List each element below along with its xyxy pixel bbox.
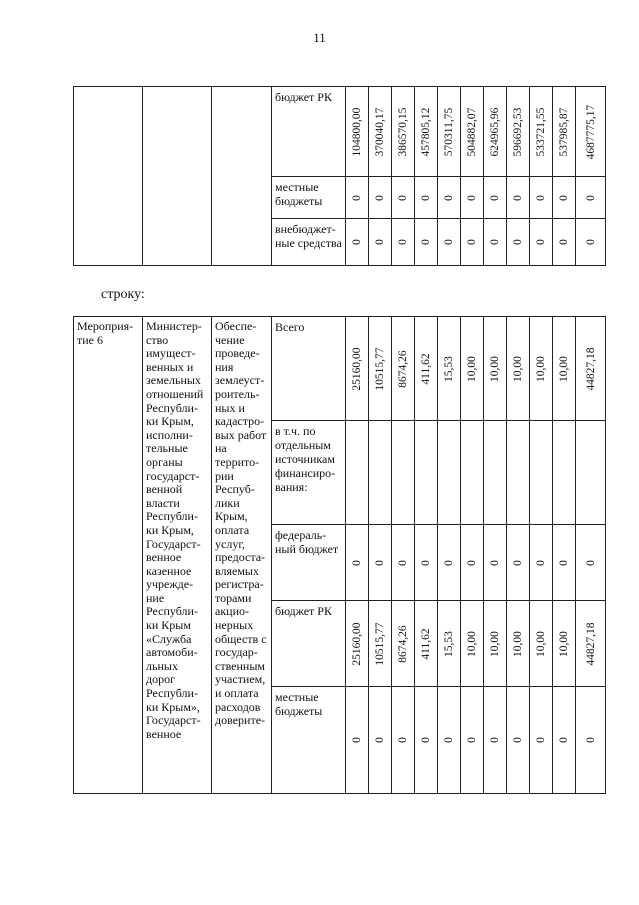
value-text: 0 (535, 737, 547, 743)
value-text: 10,00 (535, 355, 547, 382)
value-cell (346, 421, 369, 525)
value-cell (484, 687, 507, 794)
value-cell (392, 687, 415, 794)
activity-cell (74, 87, 143, 266)
value-text: 8674,26 (397, 624, 409, 663)
value-cell (507, 317, 530, 421)
value-text: 0 (351, 737, 363, 743)
value-text: 624965,96 (489, 107, 501, 156)
budget-table-continuation (73, 86, 606, 266)
value-text: 537985,87 (558, 107, 570, 156)
value-cell (346, 87, 369, 177)
value-text: 0 (535, 194, 547, 201)
value-text: 0 (466, 559, 478, 566)
value-cell (369, 317, 392, 421)
value-cell (530, 687, 553, 794)
value-text: 457805,12 (420, 107, 432, 156)
value-cell (507, 87, 530, 177)
value-text: 0 (535, 559, 547, 566)
value-cell (576, 421, 606, 525)
value-cell (507, 525, 530, 601)
value-cell (369, 525, 392, 601)
value-cell (415, 177, 438, 219)
value-text: 0 (374, 239, 386, 245)
value-cell (553, 525, 576, 601)
value-cell (484, 317, 507, 421)
value-text: 0 (489, 737, 501, 743)
value-text: 0 (466, 194, 478, 201)
value-cell (438, 177, 461, 219)
value-cell (553, 87, 576, 177)
value-text: 10,00 (558, 355, 570, 382)
value-cell (392, 421, 415, 525)
value-text: 386570,15 (397, 107, 409, 156)
value-text: 0 (466, 737, 478, 743)
value-text: 0 (584, 559, 597, 566)
value-text: 0 (512, 239, 524, 245)
value-text: 570311,75 (443, 107, 455, 156)
value-text: 0 (420, 559, 432, 566)
source-cell (272, 525, 346, 601)
value-cell (576, 687, 606, 794)
value-cell (507, 687, 530, 794)
value-text: 0 (420, 239, 432, 245)
value-cell (484, 87, 507, 177)
value-text: 10,00 (535, 630, 547, 657)
value-text: 0 (443, 239, 455, 245)
source-cell (272, 177, 346, 219)
value-text: 0 (584, 239, 597, 245)
value-cell (346, 601, 369, 687)
value-text: 10,00 (512, 355, 524, 382)
value-text: 25160,00 (351, 621, 363, 666)
value-text: 0 (489, 194, 501, 201)
source-cell (272, 87, 346, 177)
value-cell (415, 87, 438, 177)
value-text: 370040,17 (374, 107, 386, 156)
value-cell (576, 87, 606, 177)
value-cell (484, 177, 507, 219)
value-cell (369, 177, 392, 219)
value-cell (392, 177, 415, 219)
value-text: 10,00 (558, 630, 570, 657)
source-label: в т.ч. по отдельным источникам финансиро-вания: (275, 424, 336, 494)
source-label: федераль-ный бюджет (275, 528, 339, 556)
value-text: 10515,77 (374, 346, 386, 391)
value-cell (346, 525, 369, 601)
value-text: 44827,18 (584, 621, 597, 666)
value-text: 596692,53 (512, 107, 524, 156)
value-cell (392, 601, 415, 687)
source-label: бюджет РК (275, 90, 332, 104)
value-cell (484, 601, 507, 687)
value-text: 15,53 (443, 355, 455, 382)
value-cell (392, 525, 415, 601)
value-text: 104800,00 (351, 107, 363, 156)
value-cell (369, 421, 392, 525)
value-cell (576, 601, 606, 687)
table-row (74, 317, 606, 421)
value-cell (346, 317, 369, 421)
value-cell (438, 687, 461, 794)
value-cell (415, 317, 438, 421)
value-text: 10,00 (512, 630, 524, 657)
value-cell (461, 525, 484, 601)
value-cell (530, 317, 553, 421)
value-text: 15,53 (443, 630, 455, 657)
value-text: 0 (558, 559, 570, 566)
activity-cell (74, 317, 143, 794)
value-cell (415, 421, 438, 525)
value-cell (461, 177, 484, 219)
value-text: 411,62 (420, 627, 432, 660)
value-text: 0 (512, 737, 524, 743)
value-cell (576, 525, 606, 601)
value-cell (392, 219, 415, 266)
value-text: 0 (558, 194, 570, 201)
value-text: 10,00 (466, 630, 478, 657)
value-cell (346, 219, 369, 266)
value-text: 10515,77 (374, 621, 386, 666)
value-cell (507, 219, 530, 266)
value-text: 0 (489, 559, 501, 566)
value-cell (530, 219, 553, 266)
value-text: 4687775,17 (584, 104, 597, 159)
source-label: Всего (275, 320, 305, 334)
value-cell (346, 687, 369, 794)
value-cell (553, 177, 576, 219)
value-cell (415, 601, 438, 687)
value-cell (530, 601, 553, 687)
value-cell (507, 601, 530, 687)
value-cell (369, 687, 392, 794)
value-text: 0 (535, 239, 547, 245)
source-label: местные бюджеты (275, 180, 323, 208)
budget-table-activity-6 (73, 316, 606, 794)
value-text: 0 (397, 239, 409, 245)
value-text: 0 (443, 194, 455, 201)
purpose-cell (212, 317, 272, 794)
executor-label: Министер-ство имущест-венных и земельных отношений Республи-ки Крым, исполни-тельные органы государст-венной власти Республи-ки Крым, Государст-венное казенное учрежде-ние Республи-ки Крым «Служба автомоби-льных дорог Республи-ки Крым», Государст-венное (146, 319, 204, 741)
table-row (74, 87, 606, 177)
value-text: 0 (374, 194, 386, 201)
value-cell (415, 687, 438, 794)
value-cell (461, 219, 484, 266)
value-cell (553, 317, 576, 421)
value-cell (530, 421, 553, 525)
value-text: 411,62 (420, 352, 432, 385)
value-text: 0 (420, 194, 432, 201)
value-cell (461, 317, 484, 421)
value-text: 533721,55 (535, 107, 547, 156)
source-cell (272, 317, 346, 421)
value-text: 0 (584, 737, 597, 743)
value-text: 0 (351, 239, 363, 245)
value-text: 10,00 (489, 355, 501, 382)
value-text: 0 (466, 239, 478, 245)
value-cell (369, 601, 392, 687)
value-cell (461, 601, 484, 687)
source-cell (272, 219, 346, 266)
value-text: 0 (443, 737, 455, 743)
value-cell (369, 219, 392, 266)
value-text: 0 (374, 737, 386, 743)
value-cell (392, 87, 415, 177)
value-cell (438, 421, 461, 525)
value-cell (415, 525, 438, 601)
value-cell (553, 687, 576, 794)
value-cell (576, 317, 606, 421)
source-label: внебюджет-ные средства (275, 222, 342, 250)
value-cell (438, 601, 461, 687)
page-number: 11 (313, 30, 326, 45)
value-text: 0 (351, 194, 363, 201)
value-cell (530, 87, 553, 177)
value-text: 504882,07 (466, 107, 478, 156)
value-cell (507, 421, 530, 525)
purpose-label: Обеспе-чение проведе-ния землеуст-роитель-ных и кадастро-вых работ на террито-рии Респуб-лики Крым, оплата услуг, предоста-вляемых регистра-торами акцио-нерных обществ с государ-ственным участием, и оплата расходов доверите- (215, 319, 267, 728)
activity-label: Мероприя-тие 6 (77, 319, 134, 347)
value-text: 0 (351, 559, 363, 566)
source-label: местные бюджеты (275, 690, 323, 718)
value-text: 0 (512, 194, 524, 201)
source-cell (272, 421, 346, 525)
value-cell (461, 687, 484, 794)
value-cell (461, 87, 484, 177)
executor-cell (143, 317, 212, 794)
value-cell (507, 177, 530, 219)
value-text: 25160,00 (351, 346, 363, 391)
value-cell (415, 219, 438, 266)
value-cell (392, 317, 415, 421)
value-text: 0 (558, 239, 570, 245)
value-cell (576, 177, 606, 219)
value-text: 8674,26 (397, 349, 409, 388)
source-cell (272, 601, 346, 687)
value-text: 0 (443, 559, 455, 566)
value-cell (576, 219, 606, 266)
value-text: 0 (558, 737, 570, 743)
value-cell (346, 177, 369, 219)
value-cell (484, 421, 507, 525)
value-text: 0 (397, 559, 409, 566)
source-cell (272, 687, 346, 794)
value-text: 44827,18 (584, 346, 597, 391)
value-cell (553, 219, 576, 266)
executor-cell (143, 87, 212, 266)
purpose-cell (212, 87, 272, 266)
value-cell (484, 525, 507, 601)
value-cell (484, 219, 507, 266)
value-cell (438, 525, 461, 601)
caption-text: строку: (101, 287, 145, 302)
value-cell (553, 601, 576, 687)
value-cell (438, 87, 461, 177)
value-text: 0 (420, 737, 432, 743)
value-cell (461, 421, 484, 525)
value-cell (369, 87, 392, 177)
value-text: 0 (374, 559, 386, 566)
value-cell (438, 219, 461, 266)
source-label: бюджет РК (275, 604, 332, 618)
value-cell (438, 317, 461, 421)
value-text: 0 (584, 194, 597, 201)
value-text: 10,00 (489, 630, 501, 657)
value-text: 0 (397, 194, 409, 201)
value-cell (530, 177, 553, 219)
value-text: 10,00 (466, 355, 478, 382)
value-cell (553, 421, 576, 525)
value-text: 0 (512, 559, 524, 566)
value-cell (530, 525, 553, 601)
value-text: 0 (489, 239, 501, 245)
value-text: 0 (397, 737, 409, 743)
